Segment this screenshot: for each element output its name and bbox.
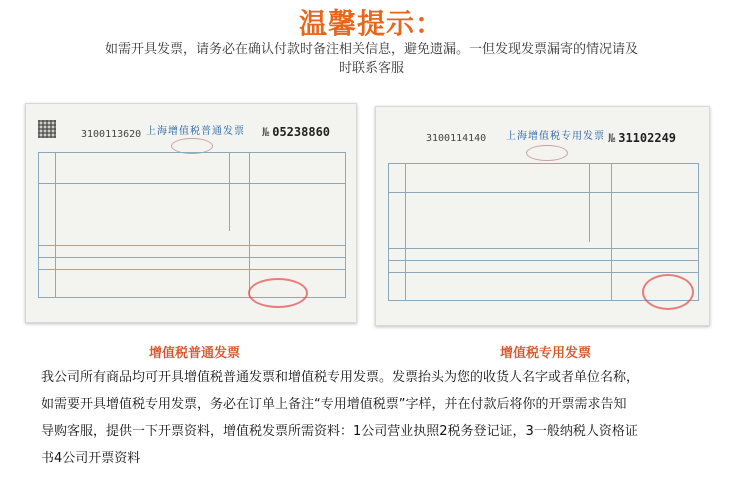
table-column-line [589, 164, 590, 242]
notice-line: 时联系客服 [338, 61, 404, 76]
invoice-image-ordinary [25, 103, 357, 323]
invoice-number [262, 125, 330, 139]
policy-line: 如需要开具增值税专用发票，务必在订单上备注“专用增值税票”字样，并在付款后将你的开票需求告知 [41, 397, 627, 412]
notice-text [80, 40, 663, 78]
table-column-line [229, 153, 230, 231]
invoice-number-value: 31102249 [618, 131, 677, 145]
notice-title: 温馨提示： [298, 7, 444, 40]
table-column-line [55, 153, 56, 297]
policy-line: 我公司所有商品均可开具增值税普通发票和增值税专用发票。发票抬头为您的收货人名字或者单位名称， [41, 370, 640, 385]
policy-line: 书4公司开票资料 [41, 451, 141, 466]
table-divider [39, 257, 345, 258]
policy-line: 导购客服，提供一下开票资料，增值税发票所需资料：1公司营业执照2税务登记证，3一般纳税人资格证 [41, 424, 638, 439]
company-stamp [642, 274, 694, 310]
invoice-caption-special: 增值税专用发票 [500, 346, 592, 361]
invoice-image-special [375, 106, 710, 326]
company-stamp [248, 278, 308, 308]
table-column-line [405, 164, 406, 300]
qr-code-icon [38, 120, 56, 138]
invoice-table [38, 152, 346, 298]
invoice-number [608, 131, 676, 145]
invoice-number-value: 05238860 [272, 125, 331, 139]
table-column-line [611, 164, 612, 300]
invoice-code: 3100113620 [81, 129, 142, 140]
table-divider [389, 260, 698, 261]
invoice-code: 3100114140 [426, 133, 487, 144]
number-symbol: № [608, 131, 616, 145]
invoice-header: 上海增值税专用发票 [506, 131, 605, 142]
invoice-header: 上海增值税普通发票 [146, 126, 245, 137]
table-divider [389, 272, 698, 273]
invoice-policy-text [41, 364, 731, 472]
table-divider [39, 269, 345, 270]
table-column-line [249, 153, 250, 297]
notice-line: 如需开具发票，请务必在确认付款时备注相关信息，避免遗漏。一但发现发票漏寄的情况请及 [104, 42, 638, 57]
tax-bureau-seal-outline [526, 145, 568, 161]
table-divider [389, 248, 698, 249]
invoice-caption-ordinary: 增值税普通发票 [149, 346, 241, 361]
table-divider [389, 192, 698, 193]
number-symbol: № [262, 125, 270, 139]
table-divider [39, 245, 345, 246]
table-divider [39, 183, 345, 184]
